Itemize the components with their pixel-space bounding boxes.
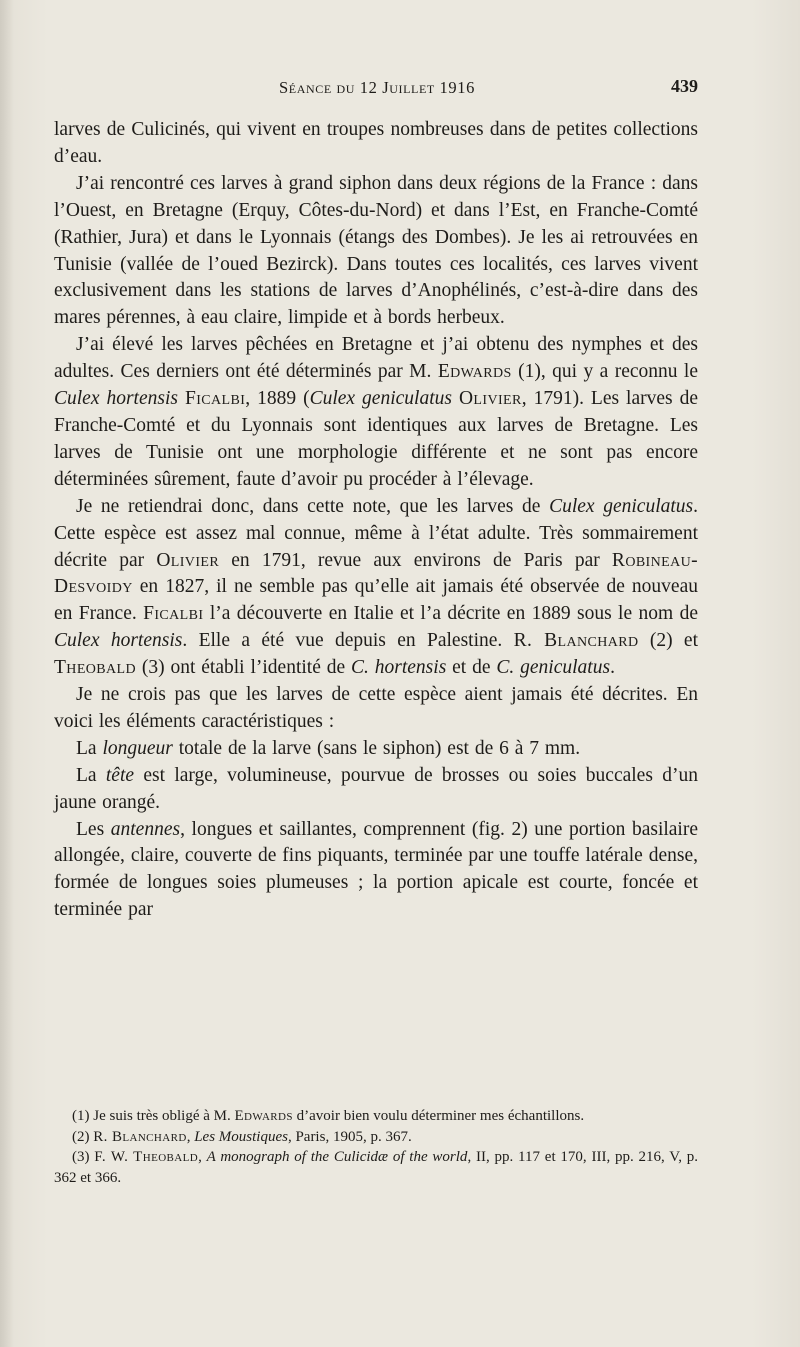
- term-antennes: antennes: [110, 818, 181, 840]
- paragraph-6-text-a: La: [76, 737, 103, 759]
- paragraph-6: [54, 736, 698, 763]
- paragraph-4-text-b: . Cette espèce est assez mal connue, même à l’état adulte. Très sommairement décrite par: [54, 495, 698, 571]
- paragraph-3: [54, 332, 698, 493]
- paragraph-4-text-j: .: [610, 657, 615, 679]
- footnote-2-text-c: , Paris, 1905, p. 367.: [287, 1128, 412, 1145]
- paragraph-4-text-c: en 1791, revue aux environs de Paris par: [219, 549, 612, 571]
- author-blanchard: R. Blanchard: [513, 630, 639, 652]
- page-edge-shadow: [0, 0, 14, 1347]
- term-longueur: longueur: [102, 737, 173, 759]
- page-header: [56, 74, 698, 104]
- author-theobald: Theobald: [54, 657, 136, 679]
- paragraph-8-text-b: , longues et saillantes, comprennent (fig. 2) une portion basilaire allongée, claire, couverte de fins piquants, terminée par une touffe latérale dense, formée de longues soies plumeuses ; la portion apicale est courte, foncée et terminée par: [54, 818, 699, 921]
- paragraph-3-text-c: [178, 388, 185, 409]
- species-culex-geniculatus: Culex geniculatus: [309, 388, 452, 410]
- paragraph-7: [54, 763, 698, 817]
- paragraph-3-text-a: J’ai élevé les larves pêchées en Bretagne et j’ai obtenu des nymphes et des adultes. Ces derniers ont été déterminés par M.: [54, 334, 698, 383]
- author-ficalbi: Ficalbi: [184, 388, 246, 410]
- footnote-1-text-a: (1) Je suis très obligé à M.: [72, 1108, 235, 1124]
- footnote-title-les-moustiques: Les Moustiques: [194, 1128, 288, 1145]
- species-culex-geniculatus: Culex geniculatus: [549, 495, 694, 517]
- footnote-3-text-b: ,: [198, 1149, 207, 1165]
- paragraph-8-text-a: Les: [76, 818, 111, 840]
- footnote-1-text-b: d’avoir bien voulu déterminer mes échantillons.: [292, 1108, 585, 1124]
- author-robineau-desvoidy: Robineau-Desvoidy: [54, 549, 698, 598]
- paragraph-4-text-a: Je ne retiendrai donc, dans cette note, que les larves de: [76, 495, 550, 517]
- species-culex-hortensis: Culex hortensis: [54, 388, 178, 410]
- paragraph-8: [54, 817, 698, 925]
- author-olivier: Olivier: [458, 388, 522, 410]
- paragraph-3-text-f: , 1791). Les larves de Franche-Comté et du Lyonnais sont identiques aux larves de Bretagne. Les larves de Tunisie ont une morphologie différente et ne sont pas encore déterminées sûrement, faute d’avoir pu procéder à l’élevage.: [54, 388, 698, 490]
- paragraph-1: larves de Culicinés, qui vivent en troupes nombreuses dans de petites collections d’eau.: [54, 119, 698, 167]
- footnote-2-text-a: (2): [72, 1128, 94, 1145]
- footnote-3: [54, 1147, 698, 1188]
- footnote-2: [54, 1127, 698, 1148]
- footnote-2-text-b: ,: [186, 1128, 195, 1145]
- paragraph-7-text-a: La: [76, 764, 106, 786]
- paragraph-4-text-i: et de: [446, 657, 497, 679]
- footnote-title-monograph: A monograph of the Culicidæ of the world: [206, 1149, 468, 1165]
- paragraph-4-text-d: en 1827, il ne semble pas qu’elle ait jamais été observée de nouveau en France.: [54, 576, 698, 625]
- species-c-geniculatus: C. geniculatus: [496, 657, 611, 679]
- footnote-author-theobald: F. W. Theobald: [94, 1149, 199, 1165]
- paragraph-6-text-b: totale de la larve (sans le siphon) est de 6 à 7 mm.: [172, 737, 581, 759]
- author-olivier: Olivier: [156, 549, 220, 571]
- term-tete: tête: [105, 764, 135, 786]
- author-edwards: Edwards: [437, 361, 512, 383]
- paragraph-4-text-e: l’a découverte en Italie et l’a décrite en 1889 sous le nom de: [203, 603, 698, 625]
- footnote-3-text-a: (3): [72, 1149, 95, 1165]
- species-culex-hortensis: Culex hortensis: [54, 630, 183, 652]
- paragraph-5: Je ne crois pas que les larves de cette espèce aient jamais été décrites. En voici les éléments caractéristiques :: [54, 684, 698, 732]
- footnote-3-text-c: , II, pp. 117 et 170, III, pp. 216, V, p. 362 et 366.: [54, 1149, 699, 1186]
- paragraph-7-text-b: est large, volumineuse, pourvue de brosses ou soies buccales d’un jaune orangé.: [54, 764, 698, 813]
- author-ficalbi: Ficalbi: [143, 603, 204, 625]
- paragraph-4: [54, 494, 698, 682]
- footnote-author-blanchard: R. Blanchard: [93, 1128, 187, 1145]
- footnotes: [54, 1106, 698, 1188]
- paragraph-4-text-h: (3) ont établi l’identité de: [136, 657, 352, 679]
- paragraph-4-text-f: . Elle a été vue depuis en Palestine.: [182, 630, 514, 652]
- footnote-author-edwards: Edwards: [234, 1108, 293, 1124]
- paragraph-3-text-e: [452, 388, 459, 409]
- paragraph-4-text-g: (2) et: [638, 630, 698, 652]
- running-title: Séance du 12 Juillet 1916: [279, 78, 475, 97]
- paragraph-3-text-d: , 1889 (: [245, 388, 310, 410]
- footnote-1: [54, 1106, 698, 1127]
- paragraph-3-text-b: (1), qui y a reconnu le: [511, 361, 698, 383]
- page-number: 439: [671, 76, 698, 96]
- species-c-hortensis: C. hortensis: [351, 657, 447, 679]
- paragraph-2: J’ai rencontré ces larves à grand siphon dans deux régions de la France : dans l’Ouest, en Bretagne (Erquy, Côtes-du-Nord) et dans l’Est, en Franche-Comté (Rathier, Jura) et dans le Lyonnais (étangs des Dombes). Je les ai retrouvées en Tunisie (vallée de l’oued Bezirck). Dans toutes ces localités, ces larves vivent exclusivement dans les stations de larves d’Anophélinés, c’est-à-dire dans des mares pérennes, à eau claire, limpide et à bords herbeux.: [54, 172, 698, 329]
- body-text: [54, 117, 698, 924]
